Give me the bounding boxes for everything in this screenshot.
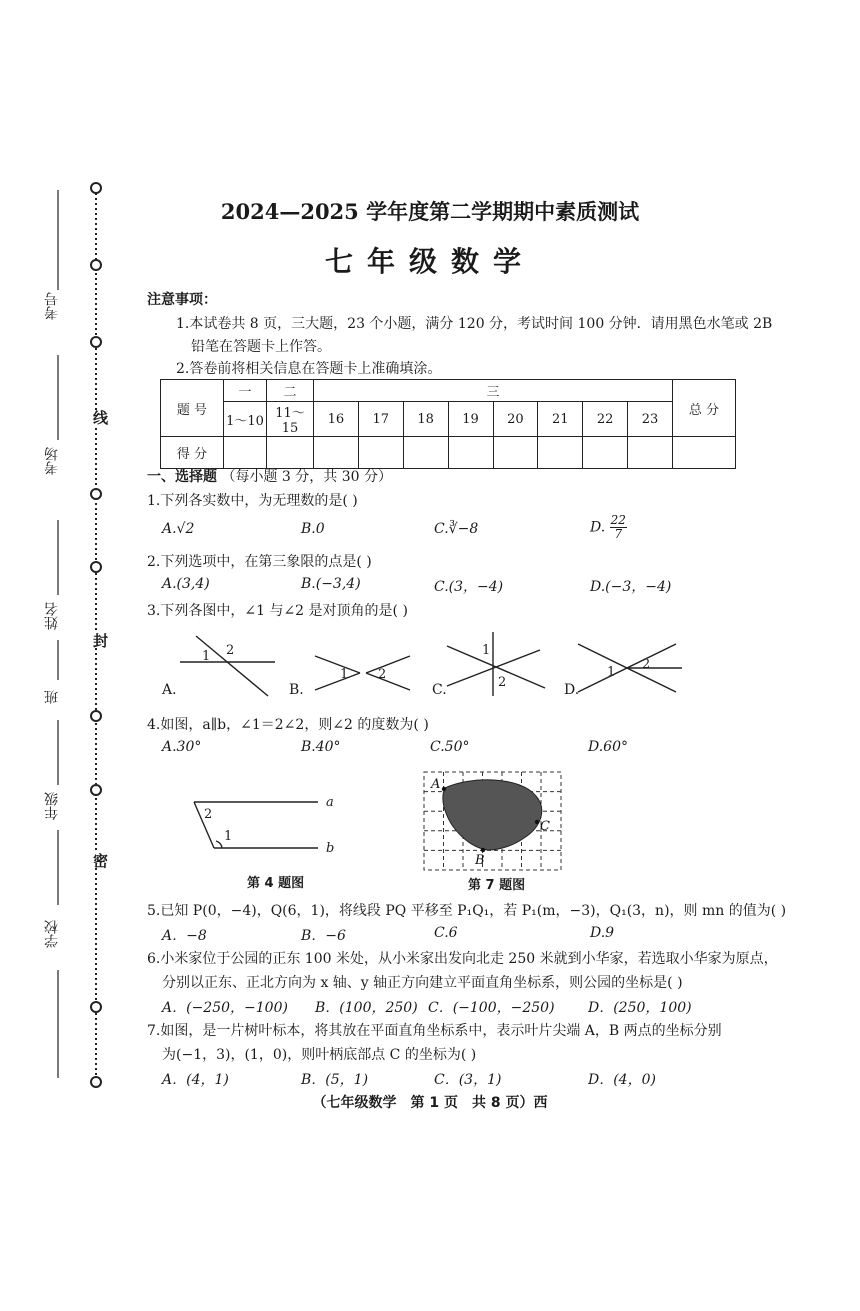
fig-b-ray xyxy=(315,673,360,690)
fig-a-angle-2: 2 xyxy=(226,643,235,658)
point-a xyxy=(442,787,446,791)
fig7-label-b: B xyxy=(475,853,485,868)
table-question-number: 20 xyxy=(493,402,538,437)
fig7-label-c: C xyxy=(540,819,550,834)
point-c xyxy=(535,820,539,824)
question-6-option-a: A．(−250，−100) xyxy=(162,1000,288,1016)
question-7-option-d: D．(4，0) xyxy=(588,1072,656,1088)
binding-hole xyxy=(91,183,101,193)
score-cell xyxy=(403,437,448,469)
question-7-option-a: A．(4，1) xyxy=(162,1072,229,1088)
binding-hole xyxy=(91,489,101,499)
question-5-option-a: A．−8 xyxy=(162,928,207,944)
fraction-denominator: 7 xyxy=(614,527,623,541)
binding-hole xyxy=(91,562,101,572)
fig4-label-b: b xyxy=(326,841,335,856)
binding-label-exam-room: 考场 xyxy=(44,447,60,475)
table-section-1: 一 xyxy=(224,380,267,402)
note-item-1-line-2: 铅笔在答题卡上作答。 xyxy=(191,339,331,355)
section-1-title: 一、选择题 xyxy=(147,469,217,485)
question-4-option-c: C.50° xyxy=(430,739,470,755)
table-question-number: 19 xyxy=(448,402,493,437)
page-footer: （七年级数学 第 1 页 共 8 页）西 xyxy=(312,1095,548,1111)
score-cell xyxy=(448,437,493,469)
table-header-total: 总 分 xyxy=(673,380,736,437)
score-cell xyxy=(267,437,314,469)
table-question-number: 17 xyxy=(358,402,403,437)
score-cell xyxy=(493,437,538,469)
section-1-scoring: （每小题 3 分，共 30 分） xyxy=(221,469,392,485)
fig-c-angle-2: 2 xyxy=(498,675,507,690)
binding-hole xyxy=(91,711,101,721)
table-range-2: 11～15 xyxy=(267,402,314,437)
note-item-2: 2.答卷前将相关信息在答题卡上准确填涂。 xyxy=(176,361,442,377)
table-question-number: 16 xyxy=(314,402,359,437)
note-item-1-line-1: 1.本试卷共 8 页，三大题，23 个小题，满分 120 分，考试时间 100 分钟．请用黑色水笔或 2B xyxy=(176,316,773,332)
fig-b-ray xyxy=(366,656,410,673)
question-1-stem: 1.下列各实数中，为无理数的是( ) xyxy=(147,493,358,509)
question-1-option-d-prefix: D. xyxy=(590,519,606,536)
fig-d-angle-2: 2 xyxy=(642,657,651,672)
question-5-option-c: C.6 xyxy=(434,925,458,941)
seal-word-secret: 密 xyxy=(91,853,109,868)
question-4-option-d: D.60° xyxy=(588,739,628,755)
fig-b-angle-2: 2 xyxy=(378,667,387,682)
question-1-option-c: C.∛−8 xyxy=(434,521,479,537)
question-3-option-b: B. xyxy=(289,682,304,698)
section-1-heading xyxy=(147,466,392,486)
binding-label-grade: 年级 xyxy=(44,792,60,820)
table-question-number: 22 xyxy=(583,402,628,437)
fig4-label-2: 2 xyxy=(204,807,213,822)
question-4-option-b: B.40° xyxy=(301,739,341,755)
question-3-option-d: D. xyxy=(564,682,580,698)
notes-heading: 注意事项： xyxy=(147,292,217,308)
exam-title: 2024—2025 学年度第二学期期中素质测试 xyxy=(220,199,640,224)
question-2-option-a: A.(3,4) xyxy=(162,576,210,592)
figure-7-caption: 第 7 题图 xyxy=(468,878,526,893)
fraction-numerator: 22 xyxy=(610,513,626,527)
question-6-option-b: B．(100，250) xyxy=(315,1000,418,1016)
table-header-question-number: 题 号 xyxy=(161,380,224,437)
point-b xyxy=(481,848,485,852)
question-1-option-d-fraction xyxy=(610,514,627,541)
question-3-stem: 3.下列各图中，∠1 与∠2 是对顶角的是( ) xyxy=(147,603,408,619)
question-5-option-d: D.9 xyxy=(590,925,615,941)
table-question-number: 21 xyxy=(538,402,583,437)
binding-label-exam-number: 考号 xyxy=(44,292,60,320)
question-7-line-1: 7.如图，是一片树叶标本，将其放在平面直角坐标系中，表示叶片尖端 A，B 两点的坐标分别 xyxy=(147,1023,722,1039)
fig-c-angle-1: 1 xyxy=(482,643,491,658)
binding-label-name: 姓名 xyxy=(44,602,60,630)
question-3-option-c: C. xyxy=(432,682,447,698)
question-3-option-a: A. xyxy=(162,682,177,698)
figure-7 xyxy=(0,768,860,878)
question-5-stem: 5.已知 P(0，−4)，Q(6，1)，将线段 PQ 平移至 P₁Q₁，若 P₁(m，−3)，Q₁(3，n)，则 mn 的值为( ) xyxy=(147,903,787,919)
fig-b-ray xyxy=(366,673,410,690)
question-6-line-1: 6.小米家位于公园的正东 100 米处，从小米家出发向北走 250 米就到小华家，若选取小华家为原点， xyxy=(147,951,778,967)
binding-label-school: 学校 xyxy=(44,920,60,948)
question-1-option-d xyxy=(590,514,627,541)
table-section-3: 三 xyxy=(314,380,673,402)
score-cell xyxy=(673,437,736,469)
binding-label-class: 班 xyxy=(44,690,60,704)
question-1-option-a: A.√2 xyxy=(162,521,195,537)
score-cell xyxy=(583,437,628,469)
fig-b-ray xyxy=(315,656,360,673)
fig-b-angle-1: 1 xyxy=(340,667,349,682)
score-table xyxy=(160,379,736,469)
question-4-stem: 4.如图，a∥b，∠1＝2∠2，则∠2 的度数为( ) xyxy=(147,717,429,733)
binding-hole xyxy=(91,337,101,347)
subject-title: 七年级数学 xyxy=(324,245,535,278)
score-cell xyxy=(224,437,267,469)
question-4-option-a: A.30° xyxy=(162,739,202,755)
binding-hole xyxy=(91,1002,101,1012)
table-header-score: 得 分 xyxy=(161,437,224,469)
question-3-figures xyxy=(0,620,860,700)
question-2-stem: 2.下列选项中，在第三象限的点是( ) xyxy=(147,554,372,570)
seal-word-seal: 封 xyxy=(91,633,109,648)
fig-d-angle-1: 1 xyxy=(607,665,616,680)
question-2-option-c: C.(3，−4) xyxy=(434,579,504,595)
question-2-option-d: D.(−3，−4) xyxy=(590,579,672,595)
seal-word-line: 线 xyxy=(91,410,109,425)
fig4-label-1: 1 xyxy=(224,829,233,844)
binding-hole xyxy=(91,1077,101,1087)
fig4-label-a: a xyxy=(326,795,334,810)
question-2-option-b: B.(−3,4) xyxy=(301,576,361,592)
question-6-option-d: D．(250，100) xyxy=(588,1000,692,1016)
leaf-shape xyxy=(443,780,542,850)
fig-a-angle-1: 1 xyxy=(202,649,211,664)
table-question-number: 18 xyxy=(403,402,448,437)
fig7-label-a: A xyxy=(431,777,441,792)
score-cell xyxy=(314,437,359,469)
question-1-option-b: B.0 xyxy=(301,521,325,537)
table-question-number: 23 xyxy=(628,402,673,437)
score-cell xyxy=(358,437,403,469)
score-cell xyxy=(538,437,583,469)
table-range-1: 1～10 xyxy=(224,402,267,437)
question-6-option-c: C．(−100，−250) xyxy=(428,1000,555,1016)
question-7-option-c: C．(3，1) xyxy=(434,1072,502,1088)
question-7-option-b: B．(5，1) xyxy=(301,1072,369,1088)
table-section-2: 二 xyxy=(267,380,314,402)
question-6-line-2: 分别以正东、正北方向为 x 轴、y 轴正方向建立平面直角坐标系，则公园的坐标是( ) xyxy=(162,975,683,991)
score-cell xyxy=(628,437,673,469)
question-5-option-b: B．−6 xyxy=(301,928,346,944)
figure-4-caption: 第 4 题图 xyxy=(247,876,305,891)
question-7-line-2: 为(−1，3)，(1，0)，则叶柄底部点 C 的坐标为( ) xyxy=(162,1047,477,1063)
